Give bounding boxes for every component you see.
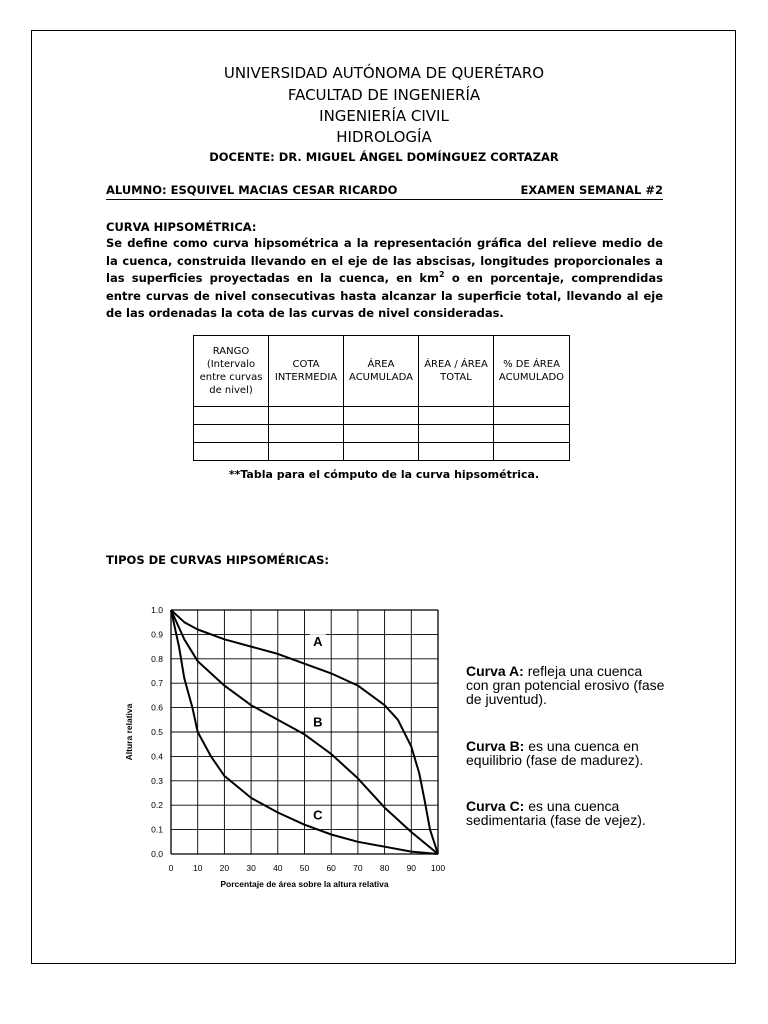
table-cell — [344, 407, 419, 425]
y-tick-label: 0.0 — [151, 849, 163, 859]
col-pct-area-header: % DE ÁREA ACUMULADO — [494, 336, 570, 407]
col-range-header: RANGO (Intervalo entre curvas de nivel) — [194, 336, 269, 407]
x-tick-label: 0 — [168, 863, 174, 873]
x-tick-label: 60 — [326, 863, 336, 873]
curve-b-text: es una cuenca en equilibrio (fase de madurez). — [466, 738, 644, 768]
hypsometric-table — [193, 335, 570, 461]
teacher-line: DOCENTE: DR. MIGUEL ÁNGEL DOMÍNGUEZ CORTAZAR — [209, 150, 559, 164]
university-title: UNIVERSIDAD AUTÓNOMA DE QUERÉTARO — [223, 64, 545, 82]
curve-a-description — [466, 664, 666, 706]
table-row — [194, 443, 570, 461]
hypsometric-chart — [110, 600, 460, 900]
curve-c-text: es una cuenca sedimentaria (fase de vejez). — [466, 798, 646, 828]
course-title: HIDROLOGÍA — [336, 128, 432, 146]
table-cell — [419, 407, 494, 425]
curve-a-name: Curva A: — [466, 663, 524, 679]
col-mid-elevation-header: COTA INTERMEDIA — [269, 336, 344, 407]
y-tick-label: 0.5 — [151, 727, 163, 737]
x-tick-label: 70 — [353, 863, 363, 873]
table-cell — [269, 407, 344, 425]
curve-c-description — [466, 799, 666, 827]
y-tick-label: 0.9 — [151, 629, 163, 640]
x-tick-label: 90 — [406, 863, 417, 873]
chart-grid — [171, 610, 438, 854]
unit-superscript: 2 — [439, 270, 445, 280]
x-tick-label: 80 — [379, 863, 390, 873]
table-cell — [494, 425, 570, 443]
table-cell — [344, 443, 419, 461]
x-tick-label: 10 — [192, 863, 203, 873]
series-label-a: A — [313, 634, 323, 650]
table-cell — [419, 425, 494, 443]
x-axis-label: Porcentaje de área sobre la altura relativa — [220, 879, 389, 889]
table-cell — [344, 425, 419, 443]
table-cell — [269, 443, 344, 461]
curve-b-name: Curva B: — [466, 738, 525, 754]
table-row — [194, 407, 570, 425]
y-axis-label: Altura relativa — [124, 703, 134, 761]
table-cell — [494, 443, 570, 461]
y-tick-label: 0.3 — [151, 775, 163, 786]
chart-tick-labels — [151, 605, 445, 873]
series-label-b: B — [313, 714, 323, 730]
x-tick-label: 30 — [246, 863, 256, 873]
chart-series-labels — [310, 634, 326, 822]
table-cell — [194, 425, 269, 443]
col-area-ratio-header: ÁREA / ÁREA TOTAL — [419, 336, 494, 407]
definition-text-start: Se define como curva hipsométrica a la representación gráfica del relieve medio de la cuenca, construida llevando en el eje de las abscisas, longitudes proporcionales a las superficies proyectadas en la cuenca, en km — [106, 236, 663, 285]
x-tick-label: 40 — [273, 863, 283, 873]
exam-label: EXAMEN SEMANAL #2 — [520, 183, 663, 197]
student-name: ALUMNO: ESQUIVEL MACIAS CESAR RICARDO — [106, 183, 398, 197]
student-row — [106, 182, 663, 200]
curve-c-name: Curva C: — [466, 798, 525, 814]
table-caption: **Tabla para el cómputo de la curva hipsométrica. — [228, 468, 540, 481]
y-tick-label: 0.1 — [151, 824, 163, 835]
types-title: TIPOS DE CURVAS HIPSOMÉRICAS: — [106, 553, 330, 567]
y-tick-label: 0.8 — [151, 653, 163, 664]
series-label-c: C — [313, 807, 323, 823]
y-tick-label: 0.2 — [151, 800, 163, 811]
table-row — [194, 425, 570, 443]
y-tick-label: 0.6 — [151, 702, 163, 713]
definition-paragraph — [106, 235, 663, 323]
y-tick-label: 0.4 — [151, 751, 163, 762]
table-cell — [269, 425, 344, 443]
x-tick-label: 20 — [219, 863, 230, 873]
program-title: INGENIERÍA CIVIL — [319, 107, 449, 125]
definition-text-end: o en porcentaje, comprendidas entre curvas de nivel consecutivas hasta alcanzar la superficie total, llevando al eje de las ordenadas la cota de las curvas de nivel consideradas. — [106, 271, 663, 320]
y-tick-label: 1.0 — [151, 605, 163, 615]
y-tick-label: 0.7 — [151, 678, 163, 689]
curve-a-text: refleja una cuenca con gran potencial erosivo (fase de juventud). — [466, 663, 665, 707]
table-cell — [419, 443, 494, 461]
curve-b-description — [466, 739, 666, 767]
table-cell — [194, 443, 269, 461]
x-tick-label: 100 — [430, 863, 446, 873]
faculty-title: FACULTAD DE INGENIERÍA — [287, 86, 481, 104]
table-cell — [494, 407, 570, 425]
col-cum-area-header: ÁREA ACUMULADA — [344, 336, 419, 407]
table-cell — [194, 407, 269, 425]
x-tick-label: 50 — [299, 863, 310, 873]
table-header-row — [194, 336, 570, 407]
section-title: CURVA HIPSOMÉTRICA: — [106, 220, 257, 234]
